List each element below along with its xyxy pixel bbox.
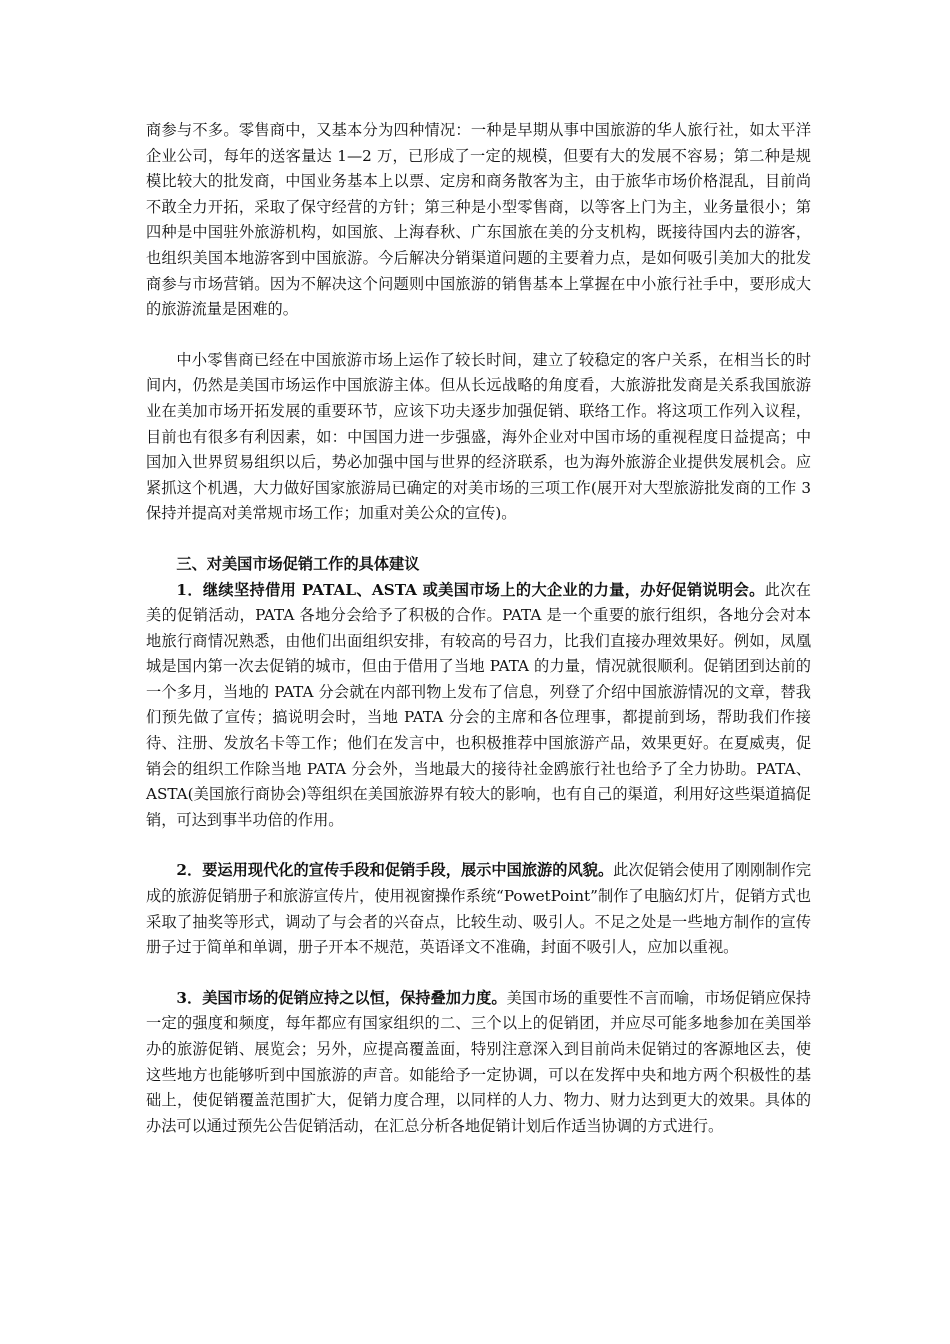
recommendation-item-1-text: 此次在美的促销活动，PATA 各地分会给予了积极的合作。PATA 是一个重要的旅行组织，各地分会对本地旅行商情况熟悉，由他们出面组织安排，有较高的号召力，比我们直接办理效果好。例如，凤凰城是国内第一次去促销的城市，但由于借用了当地 PATA 的力量，情况就很顺利。促销团到达前的一个多月，当地的 PATA 分会就在内部刊物上发布了信息，列登了介绍中国旅游情况的文章，替我们预先做了宣传；搞说明会时，当地 PATA 分会的主席和各位理事，都提前到场，帮助我们作接待、注册、发放名卡等工作；他们在发言中，也积极推荐中国旅游产品，效果更好。在夏威夷，促销会的组织工作除当地 PATA 分会外，当地最大的接待社金鸥旅行社也给予了全力协助。PATA、ASTA(美国旅行商协会)等组织在美国旅游界有较大的影响，也有自己的渠道，利用好这些渠道搞促销，可达到事半功倍的作用。 (146, 580, 811, 829)
recommendation-item-2-title: 2．要运用现代化的宣传手段和促销手段，展示中国旅游的风貌。 (176, 861, 614, 880)
recommendation-item-1-title: 1．继续坚持借用 PATAL、ASTA 或美国市场上的大企业的力量，办好促销说明会。 (176, 580, 765, 599)
recommendation-item-1 (146, 578, 811, 834)
paragraph-spacer (146, 961, 811, 986)
recommendation-item-3-title: 3．美国市场的促销应持之以恒，保持叠加力度。 (176, 988, 507, 1007)
recommendation-item-3 (146, 986, 811, 1140)
paragraph-spacer (146, 527, 811, 552)
paragraph-spacer (146, 833, 811, 858)
document-body (146, 118, 811, 1139)
section-heading: 三、对美国市场促销工作的具体建议 (176, 554, 420, 573)
recommendation-item-2 (146, 858, 811, 960)
paragraph-spacer (146, 323, 811, 348)
recommendation-item-3-text: 美国市场的重要性不言而喻，市场促销应保持一定的强度和频度，每年都应有国家组织的二、三个以上的促销团，并应尽可能多地参加在美国举办的旅游促销、展览会；另外，应提高覆盖面，特别注意深入到目前尚未促销过的客源地区去，使这些地方也能够听到中国旅游的声音。如能给予一定协调，可以在发挥中央和地方两个积极性的基础上，使促销覆盖范围扩大，促销力度合理，以同样的人力、物力、财力达到更大的效果。具体的办法可以通过预先公告促销活动，在汇总分析各地促销计划后作适当协调的方式进行。 (146, 988, 811, 1135)
paragraph-distribution-channels: 商参与不多。零售商中，又基本分为四种情况：一种是早期从事中国旅游的华人旅行社，如太平洋企业公司，每年的送客量达 1—2 万，已形成了一定的规模，但要有大的发展不容易；第二种是规模比较大的批发商，中国业务基本上以票、定房和商务散客为主，由于旅华市场价格混乱，目前尚不敢全力开拓，采取了保守经营的方针；第三种是小型零售商，以等客上门为主，业务量很小；第四种是中国驻外旅游机构，如国旅、上海春秋、广东国旅在美的分支机构，既接待国内去的游客，也组织美国本地游客到中国旅游。今后解决分销渠道问题的主要着力点，是如何吸引美加大的批发商参与市场营销。因为不解决这个问题则中国旅游的销售基本上掌握在中小旅行社手中，要形成大的旅游流量是困难的。 (146, 121, 811, 319)
recommendation-item-2-text: 此次促销会使用了刚刚制作完成的旅游促销册子和旅游宣传片，使用视窗操作系统“PowetPoint”制作了电脑幻灯片，促销方式也采取了抽奖等形式，调动了与会者的兴奋点，比较生动、吸引人。不足之处是一些地方制作的宣传册子过于简单和单调，册子开本不规范，英语译文不准确，封面不吸引人，应加以重视。 (146, 861, 812, 957)
paragraph-wholesaler-strategy: 中小零售商已经在中国旅游市场上运作了较长时间，建立了较稳定的客户关系，在相当长的时间内，仍然是美国市场运作中国旅游主体。但从长远战略的角度看，大旅游批发商是关系我国旅游业在美加市场开拓发展的重要环节，应该下功夫逐步加强促销、联络工作。将这项工作列入议程，目前也有很多有利因素，如：中国国力进一步强盛，海外企业对中国市场的重视程度日益提高；中国加入世界贸易组织以后，势必加强中国与世界的经济联系，也为海外旅游企业提供发展机会。应紧抓这个机遇，大力做好国家旅游局已确定的对美市场的三项工作(展开对大型旅游批发商的工作 3 保持并提高对美常规市场工作；加重对美公众的宣传)。 (146, 350, 811, 523)
